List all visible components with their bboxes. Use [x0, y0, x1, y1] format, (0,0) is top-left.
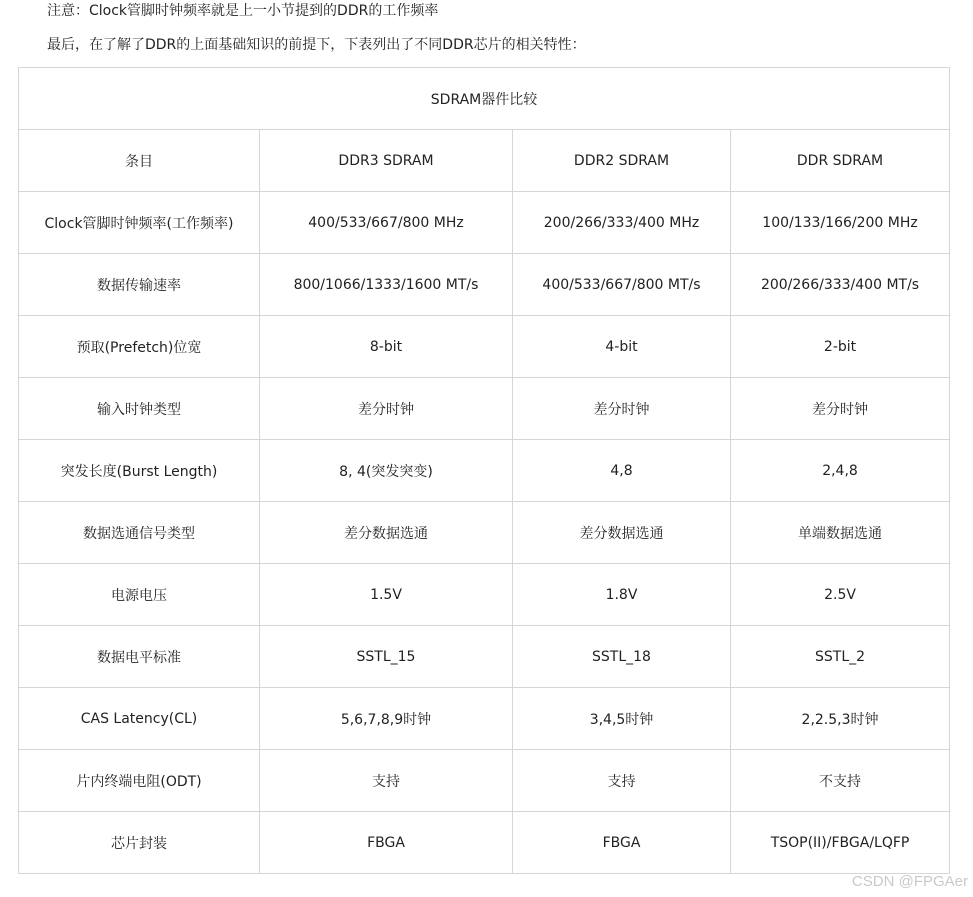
cell-ddr2: 4-bit [513, 316, 731, 378]
sdram-comparison-table [18, 67, 950, 874]
cell-ddr2: 1.8V [513, 564, 731, 626]
cell-ddr2: 支持 [513, 750, 731, 812]
table-row [19, 502, 950, 564]
table-title-row [19, 68, 950, 130]
row-label: CAS Latency(CL) [19, 688, 260, 750]
row-label: 突发长度(Burst Length) [19, 440, 260, 502]
cell-ddr3: 差分时钟 [260, 378, 513, 440]
cell-ddr3: FBGA [260, 812, 513, 874]
cell-ddr: 单端数据选通 [731, 502, 950, 564]
row-label: 芯片封装 [19, 812, 260, 874]
cell-ddr3: 8, 4(突发突变) [260, 440, 513, 502]
cell-ddr2: SSTL_18 [513, 626, 731, 688]
row-label: 预取(Prefetch)位宽 [19, 316, 260, 378]
table-row [19, 812, 950, 874]
cell-ddr2: 差分数据选通 [513, 502, 731, 564]
cell-ddr3: 差分数据选通 [260, 502, 513, 564]
cell-ddr3: 5,6,7,8,9时钟 [260, 688, 513, 750]
header-ddr: DDR SDRAM [731, 130, 950, 192]
row-label: 电源电压 [19, 564, 260, 626]
cell-ddr: 2-bit [731, 316, 950, 378]
cell-ddr: 2,4,8 [731, 440, 950, 502]
row-label: 数据传输速率 [19, 254, 260, 316]
table-header-row [19, 130, 950, 192]
table-row [19, 316, 950, 378]
table-row [19, 378, 950, 440]
cell-ddr3: 1.5V [260, 564, 513, 626]
intro-paragraph: 最后，在了解了DDR的上面基础知识的前提下，下表列出了不同DDR芯片的相关特性： [47, 37, 586, 53]
table-row [19, 440, 950, 502]
table-row [19, 688, 950, 750]
row-label: 片内终端电阻(ODT) [19, 750, 260, 812]
cell-ddr3: 800/1066/1333/1600 MT/s [260, 254, 513, 316]
cell-ddr3: 8-bit [260, 316, 513, 378]
table-title: SDRAM器件比较 [19, 68, 950, 130]
table-row [19, 564, 950, 626]
cell-ddr: SSTL_2 [731, 626, 950, 688]
cell-ddr2: 差分时钟 [513, 378, 731, 440]
cell-ddr: 100/133/166/200 MHz [731, 192, 950, 254]
row-label: 数据选通信号类型 [19, 502, 260, 564]
cell-ddr: 2.5V [731, 564, 950, 626]
row-label: Clock管脚时钟频率(工作频率) [19, 192, 260, 254]
header-ddr2: DDR2 SDRAM [513, 130, 731, 192]
cell-ddr: 2,2.5,3时钟 [731, 688, 950, 750]
row-label: 输入时钟类型 [19, 378, 260, 440]
cell-ddr: 200/266/333/400 MT/s [731, 254, 950, 316]
table-row [19, 626, 950, 688]
cell-ddr: TSOP(II)/FBGA/LQFP [731, 812, 950, 874]
cell-ddr3: 400/533/667/800 MHz [260, 192, 513, 254]
cell-ddr2: FBGA [513, 812, 731, 874]
cell-ddr3: SSTL_15 [260, 626, 513, 688]
cell-ddr: 差分时钟 [731, 378, 950, 440]
csdn-watermark: CSDN @FPGAer [851, 873, 968, 890]
table-row [19, 192, 950, 254]
table-row [19, 750, 950, 812]
row-label: 数据电平标准 [19, 626, 260, 688]
cell-ddr2: 3,4,5时钟 [513, 688, 731, 750]
cell-ddr: 不支持 [731, 750, 950, 812]
header-item: 条目 [19, 130, 260, 192]
cell-ddr3: 支持 [260, 750, 513, 812]
cell-ddr2: 4,8 [513, 440, 731, 502]
header-ddr3: DDR3 SDRAM [260, 130, 513, 192]
cell-ddr2: 200/266/333/400 MHz [513, 192, 731, 254]
note-paragraph: 注意：Clock管脚时钟频率就是上一小节提到的DDR的工作频率 [47, 3, 439, 19]
table-row [19, 254, 950, 316]
cell-ddr2: 400/533/667/800 MT/s [513, 254, 731, 316]
